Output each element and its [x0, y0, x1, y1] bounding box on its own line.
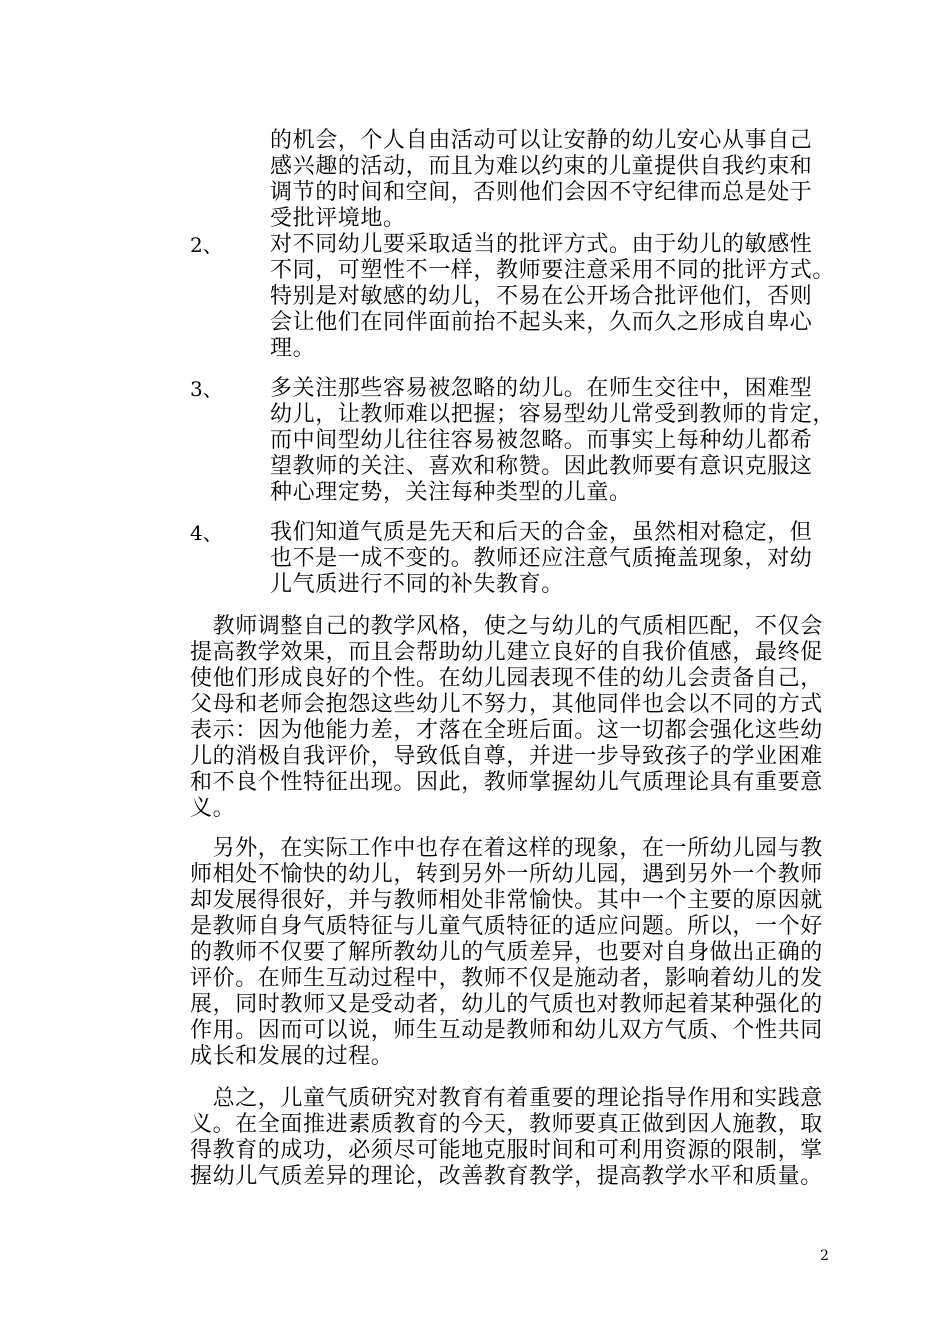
paragraph-line: 得教育的成功，必须尽可能地克服时间和可利用资源的限制，掌	[190, 1138, 823, 1163]
paragraph-line: 父母和老师会抱怨这些幼儿不努力，其他同伴也会以不同的方式	[190, 692, 823, 717]
paragraph-line: 的教师不仅要了解所教幼儿的气质差异，也要对自身做出正确的	[190, 940, 823, 965]
continuation-line: 的机会，个人自由活动可以让安静的幼儿安心从事自己	[270, 128, 813, 153]
list-item-line: 对不同幼儿要采取适当的批评方式。由于幼儿的敏感性	[270, 232, 813, 257]
paragraph-line: 成长和发展的过程。	[190, 1044, 394, 1069]
list-item-line: 种心理定势，关注每种类型的儿童。	[270, 480, 632, 505]
paragraph-line: 握幼儿气质差异的理论，改善教育教学，提高教学水平和质量。	[190, 1164, 823, 1189]
paragraph-line: 作用。因而可以说，师生互动是教师和幼儿双方气质、个性共同	[190, 1018, 823, 1043]
paragraph-line: 教师调整自己的教学风格，使之与幼儿的气质相匹配，不仅会	[190, 614, 823, 639]
paragraph-line: 评价。在师生互动过程中，教师不仅是施动者，影响着幼儿的发	[190, 966, 823, 991]
paragraph-line: 师相处不愉快的幼儿，转到另外一所幼儿园，遇到另外一个教师	[190, 862, 823, 887]
list-item-line: 多关注那些容易被忽略的幼儿。在师生交往中，困难型	[270, 376, 813, 401]
paragraph-line: 义。	[190, 796, 236, 821]
continuation-line: 受批评境地。	[270, 206, 406, 231]
list-item-line: 我们知道气质是先天和后天的合金，虽然相对稳定，但	[270, 520, 813, 545]
list-item-line: 幼儿，让教师难以把握；容易型幼儿常受到教师的肯定，	[270, 402, 836, 427]
paragraph-line: 儿的消极自我评价，导致低自尊，并进一步导致孩子的学业困难	[190, 744, 823, 769]
list-item-line: 会让他们在同伴面前抬不起头来，久而久之形成自卑心	[270, 310, 813, 335]
page-number: 2	[820, 1248, 829, 1264]
list-item-line: 不同，可塑性不一样，教师要注意采用不同的批评方式。	[270, 258, 836, 283]
paragraph-line: 义。在全面推进素质教育的今天，教师要真正做到因人施教，取	[190, 1112, 823, 1137]
list-item-line: 儿气质进行不同的补失教育。	[270, 572, 564, 597]
list-item-line: 而中间型幼儿往往容易被忽略。而事实上每种幼儿都希	[270, 428, 813, 453]
paragraph-line: 使他们形成良好的个性。在幼儿园表现不佳的幼儿会责备自己，	[190, 666, 823, 691]
paragraph-line: 是教师自身气质特征与儿童气质特征的适应问题。所以，一个好	[190, 914, 823, 939]
paragraph-line: 和不良个性特征出现。因此，教师掌握幼儿气质理论具有重要意	[190, 770, 823, 795]
list-number: 4、	[190, 521, 223, 545]
paragraph-line: 表示：因为他能力差，才落在全班后面。这一切都会强化这些幼	[190, 718, 823, 743]
paragraph-line: 总之，儿童气质研究对教育有着重要的理论指导作用和实践意	[190, 1086, 823, 1111]
list-item-line: 望教师的关注、喜欢和称赞。因此教师要有意识克服这	[270, 454, 813, 479]
paragraph-line: 却发展得很好，并与教师相处非常愉快。其中一个主要的原因就	[190, 888, 823, 913]
list-item-line: 也不是一成不变的。教师还应注意气质掩盖现象，对幼	[270, 546, 813, 571]
list-item-line: 理。	[270, 336, 316, 361]
paragraph-line: 另外，在实际工作中也存在着这样的现象，在一所幼儿园与教	[190, 836, 823, 861]
list-number: 3、	[190, 377, 223, 401]
paragraph-line: 提高教学效果，而且会帮助幼儿建立良好的自我价值感，最终促	[190, 640, 823, 665]
list-number: 2、	[190, 233, 223, 257]
continuation-line: 调节的时间和空间，否则他们会因不守纪律而总是处于	[270, 180, 813, 205]
paragraph-line: 展，同时教师又是受动者，幼儿的气质也对教师起着某种强化的	[190, 992, 823, 1017]
continuation-line: 感兴趣的活动，而且为难以约束的儿童提供自我约束和	[270, 154, 813, 179]
list-item-line: 特别是对敏感的幼儿，不易在公开场合批评他们，否则	[270, 284, 813, 309]
